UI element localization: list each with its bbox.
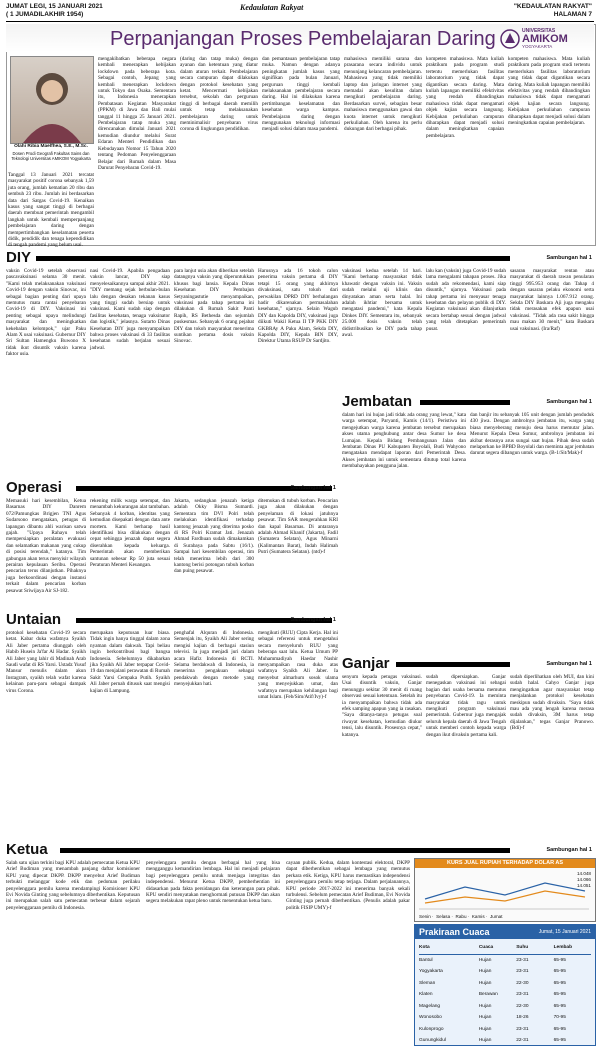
weather-col-cuaca: Cuaca [478,945,494,950]
kurs-day-4: Kamis [471,914,485,919]
advertorial-col-3: (daring dan tatap muka) dengan ayanan dan ketentuan yang diatur dalam aturan terkait. Pembelajaran secara campuran dapat dilakukan dengan protokol kesehatan yang ketat. Mencermati kebijakan tersebut, sekolah dan perguruan tinggi di berbagai daerah memilih untuk tetap melaksanakan pembelajaran daring untuk meminimalisir penyebaran virus corona di lingkungan pendidikan. [180,56,258,133]
logo-line-1: UNIVERSITAS [522,28,556,34]
weather-condition: Hujan [478,969,492,974]
advertorial-col-5: mahasiswa memiliki sarana dan prasarana secara individu untuk menunjang kelancaran pembelajaran. Mahasiswa yang tidak memiliki laptop dan jaringan internet yang memadai akan kesulitan dalam mengikuti pembelajaran daring. Berdasarkan survei, sebagian besar mahasiswa menggunakan gawai dan kuota internet untuk mengikuti perkuliahan. Oleh karena itu perlu dukungan dari berbagai pihak. [344,56,422,133]
kurs-days: Senin · Selasa · Rabu · Kamis · Jumat [419,914,503,919]
logo-line-3: YOGYAKARTA [522,44,553,49]
weather-city: Bantul [419,957,433,963]
weather-row [419,1035,591,1047]
weather-col-lembab: Lembab [553,945,573,950]
weather-humidity: 65-95 [553,980,566,986]
author-role: Dosen Prodi Geografi Fakultas Sains dan Teknologi Universitas AMIKOM Yogyakarta [11,151,91,161]
untaian-col-1: protokol kesehatan Covid-19 secara ketat. Kabar duka wafatnya Syaikh Ali Jaber pertama diunggah oleh Habib Husein Ja'far Al Hadar. Syaikh Ali Jaber yang lahir di Madinah Arab Saudi wafat di RS Yarsi. Ustadz Yusuf Mansur menulis dalam akun Instagram, syaikh telah wafat karena kelainan paru-paru sebagai dampak virus Corona. [6,630,86,694]
section-title-operasi: Operasi [6,479,62,496]
kurs-day-2: Selasa [436,914,451,919]
ketua-col-2: penyelenggara pemilu dengan berbagai hal yang bisa mengganggu kemandirian lembaga. Hal ini menjadi pelajaran bagi penyelenggara pemilu untuk menjaga integritas dan independensi. Menurut Ketua DKPP, pemberhentian ini didasarkan pada fakta persidangan dan keterangan para pihak. KPU sendiri menyatakan menghormati putusan DKPP dan akan segera melakukan rapat pleno untuk menentukan ketua baru. [146,860,280,905]
weather-title: Prakiraan Cuaca [419,927,490,937]
weather-city: Gunungkidul [419,1038,446,1043]
weather-humidity: 65-95 [553,1026,566,1032]
weather-row [419,966,591,978]
section-title-ketua: Ketua [6,841,48,858]
advertorial-col-2: mengakibatkan beberapa negara kembali menerapkan kebijakan lockdown pada beberapa kota. Sebagai contoh, Jepang yang kembali menerapkan lockdown untuk Tokyo dan Osaka. Sementara itu, Indonesia menerapkan Pembatasan Kegiatan Masyarakat (PPKM) di Jawa dan Bali mulai tanggal 11 hingga 25 Januari 2021. Pembelajaran tatap muka yang direncanakan dimulai Januari 2021 kemudian diundur melalui Surat Edaran Menteri Pendidikan dan Kebudayaan Nomor 15 Tahun 2020 tentang Pedoman Penyelenggaraan Belajar dari Rumah dalam Masa Darurat Penyebaran Covid-19. [98,56,176,171]
advertorial-col-6a: kompeten mahasiswa. Mata kuliah praktikum pada program studi tertentu memerlukan fasilitas laboratorium yang tidak dapat digantikan secara daring. Mata kuliah lapangan memiliki efektivitas yang rendah dibandingkan mahasiswa tidak dapat mengamati objek kajian secara langsung. Kebijakan perkuliahan campuran diharapkan dapat menjadi solusi dalam meningkatkan capaian pembelajaran. [426,56,504,139]
section-title-ganjar: Ganjar [342,655,390,672]
jembatan-col-1: dalam hari ini hujan jadi tidak ada orang yang lewat," kata warga setempat, Paryanti, Kamis (14/1). Peristiwa ini mengejutkan warga karena jembatan tersebut merupakan akses utama penghubung antar desa Sumur ke desa Lumajan. Kepala Bidang Pembangunan Jalan dan Jembatan Dinas PU Kabupaten Boyolali, Budi Wahyono mengatakan mendapat laporan dari Pemerintah Desa. Akses jembatan ini untuk sementara ditutup total karena membahayakan pengguna jalan. [342,412,466,470]
diy-col-1: vaksin Covid-19 setelah observasi pascavaksinasi selama 30 menit. "Kami telah melaksanakan vaksinasi Covid-19 dengan vaksin Sinovac, ini sebagai bagian penting dari upaya memutus mata rantai penyebaran Covid-19 di DIY. Vaksinasi ini penting sebagai upaya melindungi masyarakat dan meningkatkan kekebalan kelompok," ujar Paku Alam X usai vaksinasi. Gubernur DIY Sri Sultan Hamengku Buwono X tidak ikut disuntik vaksin karena faktor usia. [6,268,86,358]
kurs-value-1: 14.048 [576,871,591,876]
advertorial-title: Perpanjangan Proses Pembelajaran Daring [110,28,496,50]
weather-city: Yogyakarta [419,969,443,974]
diy-col-3: para lanjut usia akan diberikan setelah datangnya vaksin yang diperuntukkan khusus bagi lansia. Kepala Dinas Kesehatan DIY Pembajun Setyaningastutie menyampaikan, vaksinasi pada tahap pertama ini dilakukan di Rumah Sakit Panti Rapih, RS Bethesda dan sejumlah puskesmas. Sebanyak 6 orang pejabat DIY dan tokoh masyarakat menerima suntikan pertama dosis vaksin Sinovac. [174,268,254,345]
weather-temp: 23-31 [516,992,529,997]
weather-condition: Hujan [478,1038,492,1043]
section-bar-ganjar [396,662,510,667]
section-bar-diy [36,256,510,261]
author-photo [10,56,94,144]
kurs-value-2: 14.066 [576,877,591,882]
operasi-col-2: rekening milik warga setempat, dan menambah kekurangan alat tambahan. Sebanyak 4 korban, identitas yang kemudian disepakati dengan data ante mortem. Kami berharap hasil identifikasi bisa dilakukan dengan cepat sehingga jenazah dapat segera diserahkan kepada keluarga. Pemerintah akan memberikan santunan sebesar Rp 50 juta sesuai Peraturan Menteri Keuangan. [90,498,170,569]
weather-humidity: 65-95 [553,992,566,997]
weather-humidity: 65-95 [553,957,566,963]
section-title-untaian: Untaian [6,611,62,628]
kurs-title: KURS JUAL RUPIAH TERHADAP DOLAR AS [415,859,595,868]
weather-humidity: 65-95 [553,1003,566,1009]
jembatan-col-2: dan banjir itu sebanyak 105 unit dengan jumlah penduduk 430 jiwa. Dengan ambrolnya jembatan itu, warga yang biasa menyeberang menuju desa harus memutar jalan. Menurut Kepala Desa Sumur, ambrolnya jembatan ini akibat derasnya arus sungai saat hujan. Pihak desa sudah melaporkan ke BPBD Boyolali dan meminta agar jembatan darurat segera dibangun untuk warga. (B-1/Sit/Mak)-f [470,412,594,457]
ganjar-col-2: sudah dipersiapkan. Ganjar menegaskan vaksinasi ini sebagai bagian dari usaha bersama memutus penyebaran Covid-19. Ia meminta masyarakat tidak ragu untuk mengikuti program vaksinasi pemerintah. Gubernur juga mengajak seluruh kepala daerah di Jawa Tengah untuk memberi contoh kepada warga dengan ikut divaksin pertama kali. [426,674,506,738]
diy-col-5: vaksinasi kedua setelah 14 hari. "Kami berharap masyarakat tidak khawatir dengan vaksin ini. Vaksin sudah melalui uji klinis dan dinyatakan aman serta halal. Ini adalah ikhtiar bersama untuk mengatasi pandemi," kata Kepala Dinkes DIY. Sementara itu, sebanyak 25.000 dosis vaksin telah didistribusikan ke DIY pada tahap awal. [342,268,422,339]
weather-row [419,978,591,990]
operasi-col-4: ditemukan di tubuh korban. Pencarian juga akan dilakukan dengan penyelaman di lokasi jatuhnya pesawat. Tim SAR mengerahkan KRI dan kapal Basarnas. Di antaranya adalah Ahmad Khanif (Jakarta), Fadil (Sumatera Selatan), Agus Minarni (Kalimantan Barat), Indah Halimah Putri (Sumatera Selatan). (ntd)-f [258,498,338,556]
weather-humidity: 70-95 [553,1015,566,1020]
weather-condition: Hujan [478,957,492,963]
section-cont-operasi: Sambungan hal 1 [290,485,336,491]
weather-condition: Hujan [478,1026,492,1032]
diy-col-7: sasaran masyarakat rentan atau masyarakat di daerah rawan penularan tinggi 995.953 orang dan Tahap 4 dengan sasaran pelaku ekonomi serta masyarakat lainnya 1.067.912 orang. Sekda DIY Baskara Aji juga mengaku tidak merasakan efek apapun usai vaksinasi. "Tidak ada rasa sakit hingga mau makan 30 menit," kata Baskara usai vaksinasi. (Ira/Raf) [510,268,594,332]
advertorial-col-1: Tanggal 13 Januari 2021 tercatat masyarakat positif corona sebanyak 1,59 juta orang, jumlah kematian 20 ribu dan sembuh 23 ribu. Jumlah ini berdasarkan data dari Satgas Covid-19. Kenaikan kasus yang sangat tinggi di berbagai daerah membuat pemerintah mengambil langkah untuk kembali memperpanjang pembelajaran daring dengan mempertimbangkan keselamatan peserta didik, pendidik dan tenaga kependidikan di tengah pandemi yang belum usai. [8,172,94,249]
advertorial-col-4: dan pemantauan pembelajaran tatap muka. Namun dengan adanya peningkatan jumlah kasus yang signifikan pada bulan Januari, perguruan tinggi kembali melaksanakan pembelajaran secara daring. Hal ini dilakukan karena pertimbangan keselamatan dan kesehatan warga kampus. Pembelajaran daring dengan menggunakan teknologi informasi menjadi solusi dalam masa pandemi. [262,56,340,133]
diy-col-6: lalu kan (vaksin) juga Covid-19 sudah lama mengalami tahapan proses. Jika sudah ada rekomendasi, kami siap disuntik," ujarnya. Vaksinasi pada tahap pertama ini menyasar tenaga kesehatan dan pelayan publik di DIY. Kegiatan vaksinasi akan dilanjutkan secara bertahap sesuai dengan jadwal yang telah ditetapkan pemerintah pusat. [426,268,506,332]
ketua-col-1: Salah satu ujian terkini bagi KPU adalah pemecatan Ketua KPU Arief Budiman yang menambah panjang daftar komisioner KPU yang dipecat DKPP. DKPP menyebut Arief Budiman terbukti melanggar kode etik dan pedoman perilaku penyelenggara pemilu karena mendampingi Komisioner KPU Evi Novida Ginting yang sebelumnya diberhentikan. Keputusan ini merupakan salah satu pemecatan terbesar dalam sejarah penyelenggaraan pemilu di Indonesia. [6,860,140,911]
issue-date: JUMAT LEGI, 15 JANUARI 2021 [6,3,103,10]
kurs-day-5: Jumat [489,914,503,919]
amikom-logo [500,28,590,50]
kurs-box [414,858,596,922]
section-title-jembatan: Jembatan [342,393,413,410]
weather-city: Sleman [419,980,436,986]
weather-table [419,942,591,1047]
weather-temp: 22-31 [516,1038,529,1043]
author-portrait-icon [11,57,93,143]
weather-condition: Hujan [478,980,492,986]
page-number: HALAMAN 7 [553,11,592,18]
diy-col-2: nasi Covid-19. Apabila pengadaan vaksin lancar, DIY siap menyelesaikannya sampai akhir 2021. "DIY memang sejak berbulan-bulan lalu dengan desakan tekanan kasus yang tinggi sudah bersiap untuk vaksinasi. Kami sudah siap dengan fasilitas kesehatan, tenaga vaksinator dan logistik," jelasnya. Sutarto Dinas Kesehatan DIY juga menyampaikan bahwa proses vaksinasi di 33 fasilitas kesehatan sudah berjalan sesuai jadwal. [90,268,170,351]
hijri-date: ( 1 JUMADILAKHIR 1954) [6,11,84,18]
weather-condition: Berawan [478,992,498,997]
section-bar-jembatan [420,400,510,405]
weather-temp: 23-31 [516,957,529,963]
weather-city: Kulonprogo [419,1026,444,1032]
section-cont-jembatan: Sambungan hal 1 [546,399,592,405]
header-rule [6,21,594,22]
weather-col-suhu: Suhu [516,945,529,950]
author-name: Olahi Ribia Maelfhea, S.E., M.Sc. [14,144,88,149]
section-cont-ganjar: Sambungan hal 1 [546,661,592,667]
operasi-col-3: Jakarta, sedangkan jenazah ketiga adalah Okky Bisma Sumardi. Sementara tim DVI Polri telah melakukan identifikasi terhadap kantong jenazah yang diterima posko di RS Polri Kramat Jati. Jenazah Ahmad Fardhuan sudah dimakamkan di Surabaya pada Sabtu (16/1). Sampai hari kesembilan operasi, tim telah menerima lebih dari 300 kantong berisi potongan tubuh korban dan puing pesawat. [174,498,254,575]
kurs-values [577,871,591,889]
section-cont-untaian: Sambungan hal 1 [290,617,336,623]
weather-box [414,924,596,1046]
weather-humidity: 65-95 [553,1038,566,1043]
weather-temp: 22-30 [516,980,529,986]
advertorial-col-6b: kompeten mahasiswa. Mata kuliah praktikum pada program studi tertentu memerlukan fasilitas laboratorium yang tidak dapat digantikan secara daring. Mata kuliah lapangan memiliki efektivitas yang rendah dibandingkan mahasiswa tidak dapat mengamati objek kajian secara langsung. Kebijakan perkuliahan campuran diharapkan dapat menjadi solusi dalam meningkatkan capaian pembelajaran. [508,56,590,127]
weather-condition: Hujan [478,1015,492,1020]
weather-date: Jumat, 15 Januari 2021 [538,929,591,935]
weather-col-kota: Kota [419,945,430,950]
diy-col-4: Harusnya ada 16 tokoh calon penerima vaksin pertama di DIY tetapi 15 orang yang akhirnya divaksinasi, satu tokoh dari perwakilan DPRD DIY berhalangan hadir dikarenakan permasalahan kesehatan," ujarnya. Selain Wagub DIY dan Kapolda DIY, vaksinasi juga diikuti Wakil Ketua II TP PKK DIY GKBRAy A Paku Alam, Sekda DIY, Kapolda DIY, Kepala BIN DIY, Direktur Utama RSUP Dr Sardjito. [258,268,338,345]
untaian-col-4: mengikuti (RUU) Cipta Kerja. Hal ini sebagai referensi untuk mengetahui secara menyeluruh RUU yang beberapa saat lalu. Ketua Umum PP Muhammadiyah Haedar Nashir menyampaikan rasa duka atas wafatnya Syaikh Ali Jaber. Ia menyebut almarhum sosok ulama yang menyejukkan umat, dan wafatnya merupakan kehilangan bagi umat Islam. (Feb/Sim/Atif/Ivy)-f [258,630,338,701]
weather-row [419,1001,591,1013]
untaian-col-2: merupakan keputusan luar biasa. Tidak ingin hanya tinggal dalam zona nyaman dalam dakwah. Tapi beliau ingin berkontribusi bagi bangsa Indonesia. Sebelumnya dikabarkan jika Syaikh Ali Jaber terpapar Covid-19 dan menjalani perawatan di Rumah Sakit Yarsi Cempaka Putih. Syaikh Ali Jaber pernah ditusuk saat mengisi kajian di Lampung. [90,630,170,694]
weather-temp: 23-31 [516,969,529,974]
kurs-chart [415,869,593,919]
weather-city: Klaten [419,992,433,997]
operasi-col-1: Memasuki hari kesembilan, Ketua Basarnas DIY Danrem 072/Pamungkas Brigjen TNI Agus Sudarsono mengatakan, petugas di lapangan dibantu ahli warisan satwa gajah. "Upaya Rahayu telah mempersiapkan peralatan evakuasi dan selamatkan makanan yang cukup di posisi terendah," katanya. Tim gabungan akan terus menyisir wilayah perairan kepulauan Seribu. Operasi pencarian terus dilanjutkan. Pihaknya juga berkoordinasi dengan instansi terkait dalam pencarian korban pesawat Sriwijaya Air SJ-182. [6,498,86,594]
section-title-diy: DIY [6,249,32,266]
section-bar-ketua [60,848,510,853]
page-header-right [514,3,592,19]
logo-line-2: AMIKOM [522,33,568,45]
weather-row [419,989,591,1001]
kurs-day-3: Rabu [455,914,467,919]
section-cont-ketua: Sambungan hal 1 [546,847,592,853]
ganjar-col-3: sudah diperlihatkan oleh MUI, dan kini sudah halal. Cahyo Ganjar juga mengingatkan agar masyarakat tetap menjalankan protokol kesehatan meskipun sudah divaksin. "Saya tidak mau ada yang lengah karena merasa sudah divaksin, 3M harus tetap dijalankan," tegas Ganjar Pranowo. (Bdi)-f [510,674,594,732]
kurs-value-3: 14.051 [576,883,591,888]
weather-table-header [419,942,591,955]
weather-temp: 22-30 [516,1003,529,1009]
weather-row [419,1012,591,1024]
rubric-name: "KEDAULATAN RAKYAT" [513,3,592,10]
ketua-col-3: cayaan publik. Kedua, dalam kontestasi elektoral, DKPP dapat diberhentikan sebagai lembaga yang memutus perkara etik. Ketiga, KPU harus memastikan independensi penyelenggara pemilu tetap terjaga. Dalam perjalanannya, KPU periode 2017-2022 ini menerima banyak sekali turbulensi. Sebelum pemecatan Arief Budiman, Evi Novida Ginting juga pernah diberhentikan. (Penulis adalah pakar politik FISIP UMY)-f [286,860,410,911]
weather-temp: 18-26 [516,1015,529,1020]
weather-row [419,955,591,967]
page-header-left [6,3,103,19]
mini-masthead: Kedaulatan Rakyat [240,3,304,12]
section-cont-diy: Sambungan hal 1 [546,255,592,261]
amikom-emblem-icon [500,29,520,49]
kurs-day-1: Senin [419,914,431,919]
ganjar-col-1: senyum kepada petugas vaksinasi. Usai disuntik vaksin, Ganjar menunggu sekitar 30 menit di ruang observasi sesuai ketentuan. Setelah itu ia menyampaikan bahwa tidak ada efek samping apapun yang ia rasakan. "Saya ditanya-tanya petugas soal riwayat kesehatan, kemudian diukur tensi, lalu disuntik. Prosesnya cepat," katanya. [342,674,422,738]
untaian-col-3: penghafal Alquran di Indonesia. Semenjak itu, Syaikh Ali Jaber sering mengisi kajian di berbagai stasiun televisi. Ia juga menjadi juri dalam acara Hafiz Indonesia di RCTI. Selama berdakwah di Indonesia, ia menerima pengakuan sebagai pendakwah dengan metode yang menyejukkan hati. [174,630,254,688]
weather-city: Wonosobo [419,1015,442,1020]
weather-condition: Hujan [478,1003,492,1009]
weather-temp: 23-31 [516,1026,529,1032]
weather-humidity: 65-95 [553,969,566,974]
weather-city: Magelang [419,1003,441,1009]
weather-row [419,1024,591,1036]
